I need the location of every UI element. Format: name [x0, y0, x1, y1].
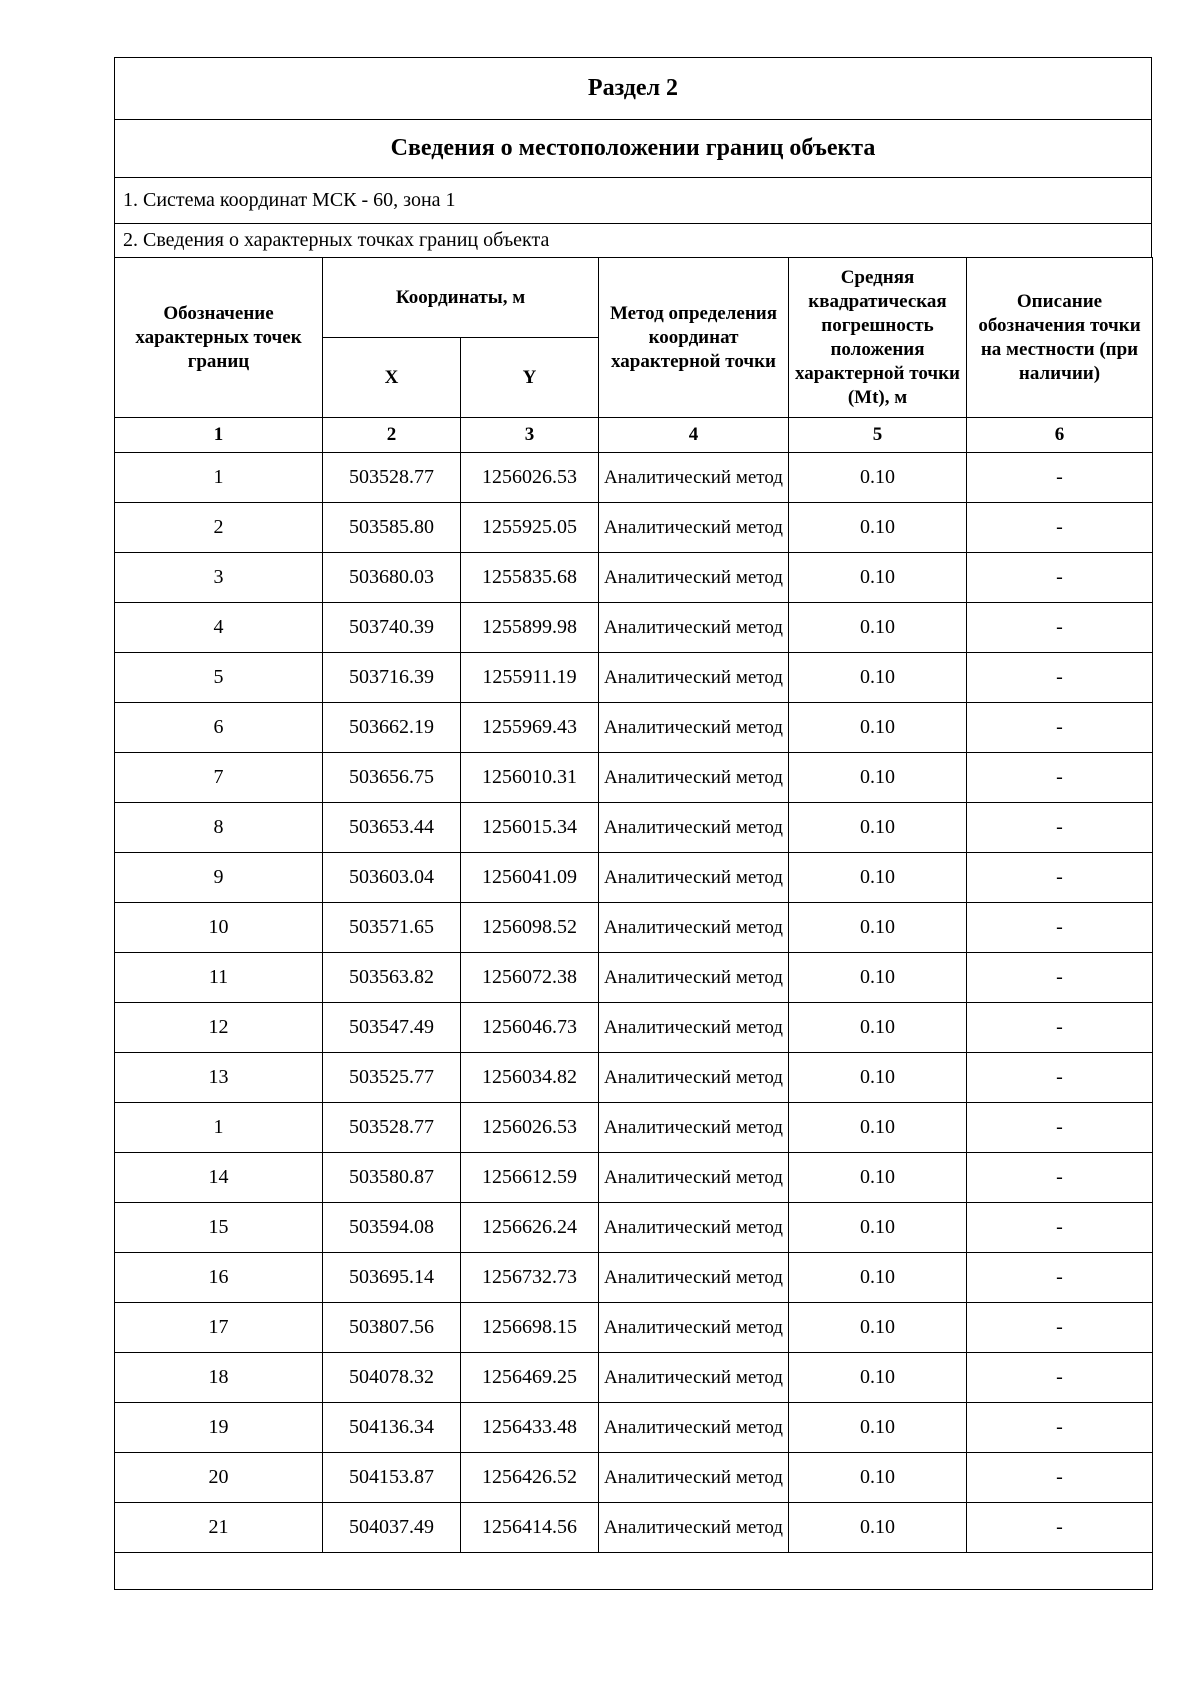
table-row — [115, 1253, 1153, 1303]
x-coordinate-cell: 503525.77 — [323, 1053, 461, 1103]
y-coordinate-cell: 1256098.52 — [461, 903, 599, 953]
column-number: 5 — [789, 418, 967, 453]
point-cell: 9 — [115, 853, 323, 903]
description-cell: - — [967, 603, 1153, 653]
point-cell: 5 — [115, 653, 323, 703]
y-coordinate-cell: 1256433.48 — [461, 1403, 599, 1453]
x-coordinate-cell: 503716.39 — [323, 653, 461, 703]
x-coordinate-cell: 503571.65 — [323, 903, 461, 953]
coordinate-system-line: 1. Система координат МСК - 60, зона 1 — [114, 177, 1152, 223]
method-cell: Аналитический метод — [599, 1103, 789, 1153]
method-cell: Аналитический метод — [599, 1503, 789, 1553]
table-row — [115, 1003, 1153, 1053]
error-cell: 0.10 — [789, 1303, 967, 1353]
error-cell: 0.10 — [789, 1153, 967, 1203]
point-cell: 13 — [115, 1053, 323, 1103]
points-heading: 2. Сведения о характерных точках границ объекта — [114, 223, 1152, 257]
y-coordinate-cell: 1256732.73 — [461, 1253, 599, 1303]
point-cell: 15 — [115, 1203, 323, 1253]
y-coordinate-cell: 1256046.73 — [461, 1003, 599, 1053]
method-cell: Аналитический метод — [599, 453, 789, 503]
section-title: Раздел 2 — [114, 57, 1152, 119]
description-cell: - — [967, 1153, 1153, 1203]
table-row — [115, 1403, 1153, 1453]
method-cell: Аналитический метод — [599, 603, 789, 653]
error-cell: 0.10 — [789, 1003, 967, 1053]
description-cell: - — [967, 1053, 1153, 1103]
description-cell: - — [967, 1253, 1153, 1303]
y-coordinate-cell: 1256015.34 — [461, 803, 599, 853]
method-cell: Аналитический метод — [599, 503, 789, 553]
table-body — [115, 453, 1153, 1553]
table-row — [115, 753, 1153, 803]
error-cell: 0.10 — [789, 853, 967, 903]
table-row — [115, 603, 1153, 653]
error-cell: 0.10 — [789, 803, 967, 853]
y-coordinate-cell: 1256426.52 — [461, 1453, 599, 1503]
x-coordinate-cell: 503695.14 — [323, 1253, 461, 1303]
x-coordinate-cell: 503563.82 — [323, 953, 461, 1003]
method-cell: Аналитический метод — [599, 1303, 789, 1353]
table-row — [115, 553, 1153, 603]
y-coordinate-cell: 1256612.59 — [461, 1153, 599, 1203]
point-cell: 1 — [115, 453, 323, 503]
column-number: 4 — [599, 418, 789, 453]
error-cell: 0.10 — [789, 503, 967, 553]
x-coordinate-cell: 504136.34 — [323, 1403, 461, 1453]
description-cell: - — [967, 1003, 1153, 1053]
section-subtitle: Сведения о местоположении границ объекта — [114, 119, 1152, 177]
column-number: 1 — [115, 418, 323, 453]
column-number: 3 — [461, 418, 599, 453]
error-cell: 0.10 — [789, 1053, 967, 1103]
description-cell: - — [967, 753, 1153, 803]
table-row — [115, 903, 1153, 953]
error-cell: 0.10 — [789, 553, 967, 603]
x-coordinate-cell: 503547.49 — [323, 1003, 461, 1053]
y-coordinate-cell: 1256626.24 — [461, 1203, 599, 1253]
empty-cell — [115, 1553, 1153, 1590]
table-row — [115, 853, 1153, 903]
description-cell: - — [967, 1103, 1153, 1153]
point-cell: 21 — [115, 1503, 323, 1553]
method-cell: Аналитический метод — [599, 853, 789, 903]
description-cell: - — [967, 703, 1153, 753]
point-cell: 11 — [115, 953, 323, 1003]
y-coordinate-cell: 1256414.56 — [461, 1503, 599, 1553]
table-row — [115, 703, 1153, 753]
method-cell: Аналитический метод — [599, 1253, 789, 1303]
y-coordinate-cell: 1255899.98 — [461, 603, 599, 653]
method-cell: Аналитический метод — [599, 703, 789, 753]
point-cell: 18 — [115, 1353, 323, 1403]
description-cell: - — [967, 1453, 1153, 1503]
point-cell: 3 — [115, 553, 323, 603]
y-coordinate-cell: 1255911.19 — [461, 653, 599, 703]
table-row — [115, 1453, 1153, 1503]
y-coordinate-cell: 1256698.15 — [461, 1303, 599, 1353]
point-cell: 12 — [115, 1003, 323, 1053]
description-cell: - — [967, 1503, 1153, 1553]
description-cell: - — [967, 853, 1153, 903]
table-row — [115, 1203, 1153, 1253]
error-cell: 0.10 — [789, 1253, 967, 1303]
error-cell: 0.10 — [789, 1203, 967, 1253]
header-y: Y — [461, 338, 599, 418]
header-designation: Обозначение характерных точек границ — [115, 258, 323, 418]
point-cell: 10 — [115, 903, 323, 953]
x-coordinate-cell: 503528.77 — [323, 1103, 461, 1153]
x-coordinate-cell: 503656.75 — [323, 753, 461, 803]
y-coordinate-cell: 1256026.53 — [461, 1103, 599, 1153]
header-coordinates: Координаты, м — [323, 258, 599, 338]
error-cell: 0.10 — [789, 1403, 967, 1453]
error-cell: 0.10 — [789, 653, 967, 703]
document-page — [114, 57, 1152, 1590]
error-cell: 0.10 — [789, 453, 967, 503]
x-coordinate-cell: 504153.87 — [323, 1453, 461, 1503]
header-error: Средняя квадратическая погрешность положения характерной точки (Mt), м — [789, 258, 967, 418]
description-cell: - — [967, 1303, 1153, 1353]
table-row — [115, 653, 1153, 703]
point-cell: 16 — [115, 1253, 323, 1303]
error-cell: 0.10 — [789, 1503, 967, 1553]
description-cell: - — [967, 903, 1153, 953]
error-cell: 0.10 — [789, 603, 967, 653]
point-cell: 4 — [115, 603, 323, 653]
point-cell: 6 — [115, 703, 323, 753]
column-number: 2 — [323, 418, 461, 453]
method-cell: Аналитический метод — [599, 753, 789, 803]
error-cell: 0.10 — [789, 953, 967, 1003]
x-coordinate-cell: 503603.04 — [323, 853, 461, 903]
y-coordinate-cell: 1256026.53 — [461, 453, 599, 503]
y-coordinate-cell: 1255969.43 — [461, 703, 599, 753]
y-coordinate-cell: 1256072.38 — [461, 953, 599, 1003]
method-cell: Аналитический метод — [599, 1203, 789, 1253]
x-coordinate-cell: 504037.49 — [323, 1503, 461, 1553]
table-row — [115, 453, 1153, 503]
error-cell: 0.10 — [789, 1103, 967, 1153]
description-cell: - — [967, 1353, 1153, 1403]
point-cell: 7 — [115, 753, 323, 803]
x-coordinate-cell: 503807.56 — [323, 1303, 461, 1353]
method-cell: Аналитический метод — [599, 653, 789, 703]
error-cell: 0.10 — [789, 1453, 967, 1503]
y-coordinate-cell: 1256469.25 — [461, 1353, 599, 1403]
table-row — [115, 503, 1153, 553]
description-cell: - — [967, 553, 1153, 603]
description-cell: - — [967, 1403, 1153, 1453]
x-coordinate-cell: 503653.44 — [323, 803, 461, 853]
description-cell: - — [967, 503, 1153, 553]
x-coordinate-cell: 503662.19 — [323, 703, 461, 753]
table-row — [115, 1303, 1153, 1353]
description-cell: - — [967, 803, 1153, 853]
boundary-points-table — [114, 257, 1153, 1590]
error-cell: 0.10 — [789, 903, 967, 953]
table-row — [115, 803, 1153, 853]
method-cell: Аналитический метод — [599, 1453, 789, 1503]
table-row — [115, 1053, 1153, 1103]
x-coordinate-cell: 503680.03 — [323, 553, 461, 603]
point-cell: 19 — [115, 1403, 323, 1453]
error-cell: 0.10 — [789, 1353, 967, 1403]
method-cell: Аналитический метод — [599, 953, 789, 1003]
x-coordinate-cell: 503528.77 — [323, 453, 461, 503]
table-row — [115, 1103, 1153, 1153]
table-row — [115, 953, 1153, 1003]
point-cell: 8 — [115, 803, 323, 853]
y-coordinate-cell: 1256041.09 — [461, 853, 599, 903]
x-coordinate-cell: 503580.87 — [323, 1153, 461, 1203]
method-cell: Аналитический метод — [599, 1003, 789, 1053]
method-cell: Аналитический метод — [599, 1053, 789, 1103]
description-cell: - — [967, 953, 1153, 1003]
error-cell: 0.10 — [789, 753, 967, 803]
description-cell: - — [967, 453, 1153, 503]
y-coordinate-cell: 1255835.68 — [461, 553, 599, 603]
y-coordinate-cell: 1255925.05 — [461, 503, 599, 553]
table-row — [115, 1153, 1153, 1203]
description-cell: - — [967, 653, 1153, 703]
table-row — [115, 1353, 1153, 1403]
point-cell: 17 — [115, 1303, 323, 1353]
point-cell: 20 — [115, 1453, 323, 1503]
point-cell: 1 — [115, 1103, 323, 1153]
x-coordinate-cell: 503585.80 — [323, 503, 461, 553]
description-cell: - — [967, 1203, 1153, 1253]
point-cell: 2 — [115, 503, 323, 553]
header-method: Метод определения координат характерной точки — [599, 258, 789, 418]
column-number: 6 — [967, 418, 1153, 453]
point-cell: 14 — [115, 1153, 323, 1203]
header-description: Описание обозначения точки на местности (при наличии) — [967, 258, 1153, 418]
header-x: X — [323, 338, 461, 418]
y-coordinate-cell: 1256010.31 — [461, 753, 599, 803]
method-cell: Аналитический метод — [599, 903, 789, 953]
x-coordinate-cell: 503594.08 — [323, 1203, 461, 1253]
table-empty-row — [115, 1553, 1153, 1590]
error-cell: 0.10 — [789, 703, 967, 753]
method-cell: Аналитический метод — [599, 1153, 789, 1203]
x-coordinate-cell: 503740.39 — [323, 603, 461, 653]
method-cell: Аналитический метод — [599, 553, 789, 603]
method-cell: Аналитический метод — [599, 1403, 789, 1453]
y-coordinate-cell: 1256034.82 — [461, 1053, 599, 1103]
x-coordinate-cell: 504078.32 — [323, 1353, 461, 1403]
method-cell: Аналитический метод — [599, 803, 789, 853]
method-cell: Аналитический метод — [599, 1353, 789, 1403]
table-row — [115, 1503, 1153, 1553]
